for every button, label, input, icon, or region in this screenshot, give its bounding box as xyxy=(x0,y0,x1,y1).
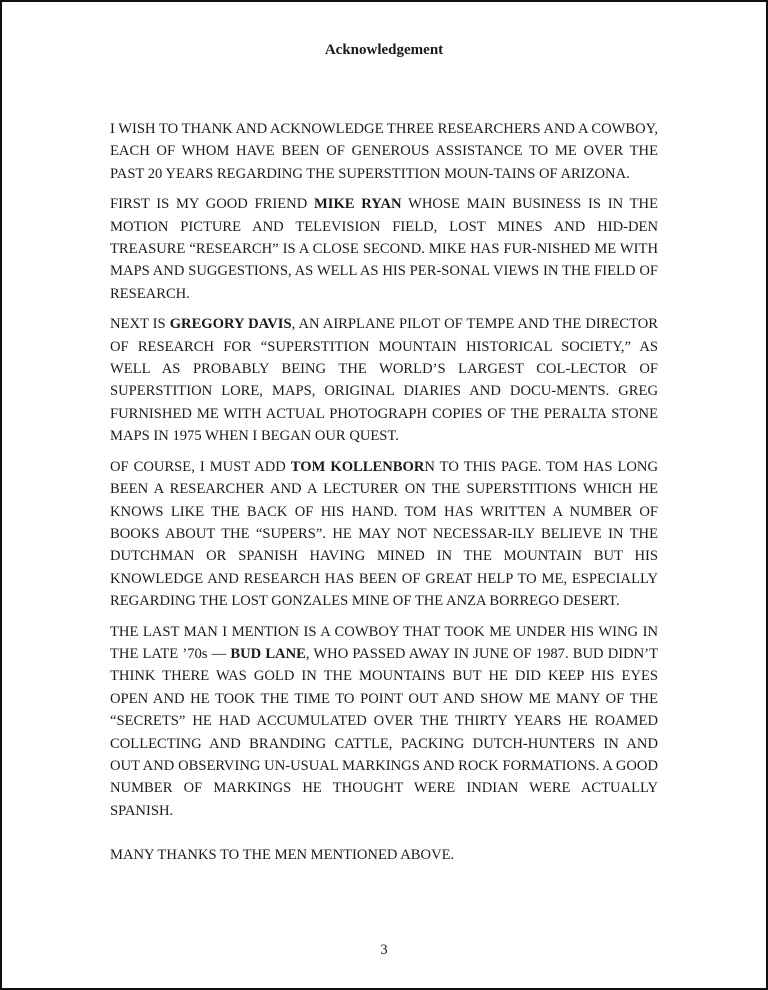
paragraph-bud-lane xyxy=(110,621,658,823)
paragraph-text: I WISH TO THANK AND ACKNOWLEDGE THREE RESEARCHERS AND A COWBOY, EACH OF WHOM HAVE BEEN OF GENEROUS ASSISTANCE TO ME OVER THE PAST 20 YEARS REGARDING THE SUPERSTITION MOUN-TAINS OF ARIZONA. xyxy=(110,121,658,182)
name-tom-kollenborn: TOM KOLLENBOR xyxy=(290,458,425,475)
paragraph-text: THE LAST MAN I MENTION IS A COWBOY THAT TOOK ME UNDER HIS WING IN THE LATE ’70s — xyxy=(110,623,658,662)
name-bud-lane: BUD LANE xyxy=(230,645,306,662)
acknowledgement-body xyxy=(110,118,658,875)
name-mike-ryan: MIKE RYAN xyxy=(314,196,402,213)
paragraph-intro xyxy=(110,118,658,185)
page-title: Acknowledgement xyxy=(324,42,444,58)
paragraph-text: WHOSE MAIN BUSINESS IS IN THE MOTION PICTURE AND TELEVISION FIELD, LOST MINES AND HID-DEN TREASURE “RESEARCH” IS A CLOSE SECOND. MIKE HAS FUR-NISHED ME WITH MAPS AND SUGGESTIONS, AS WELL AS HIS PER-SONAL VIEWS IN THE FIELD OF RESEARCH. xyxy=(110,196,658,302)
paragraph-gregory-davis xyxy=(110,313,658,447)
closing-line: MANY THANKS TO THE MEN MENTIONED ABOVE. xyxy=(110,847,455,864)
page-number: 3 xyxy=(380,942,388,958)
paragraph-text: NEXT IS xyxy=(110,316,170,333)
name-gregory-davis: GREGORY DAVIS xyxy=(169,316,292,333)
paragraph-mike-ryan xyxy=(110,193,658,305)
paragraph-text: , AN AIRPLANE PILOT OF TEMPE AND THE DIRECTOR OF RESEARCH FOR “SUPERSTITION MOUNTAIN HISTORICAL SOCIETY,” AS WELL AS PROBABLY BEING THE WORLD’S LARGEST COL-LECTOR OF SUPERSTITION LORE, MAPS, ORIGINAL DIARIES AND DOCU-MENTS. GREG FURNISHED ME WITH ACTUAL PHOTOGRAPH COPIES OF THE PERALTA STONE MAPS IN 1975 WHEN I BEGAN OUR QUEST. xyxy=(110,316,659,445)
paragraph-text: FIRST IS MY GOOD FRIEND xyxy=(110,196,314,213)
paragraph-tom-kollenborn xyxy=(110,456,658,613)
paragraph-text: OF COURSE, I MUST ADD xyxy=(110,458,291,475)
paragraph-text: , WHO PASSED AWAY IN JUNE OF 1987. BUD DIDN’T THINK THERE WAS GOLD IN THE MOUNTAINS BUT HE DID KEEP HIS EYES OPEN AND HE TOOK THE TIME TO POINT OUT AND SHOW ME MANY OF THE “SECRETS” HE HAD ACCUMULATED OVER THE THIRTY YEARS HE ROAMED COLLECTING AND BRANDING CATTLE, PACKING DUTCH-HUNTERS IN AND OUT AND OBSERVING UN-USUAL MARKINGS AND ROCK FORMATIONS. A GOOD NUMBER OF MARKINGS HE THOUGHT WERE INDIAN WERE ACTUALLY SPANISH. xyxy=(110,645,658,819)
paragraph-text: N TO THIS PAGE. TOM HAS LONG BEEN A RESEARCHER AND A LECTURER ON THE SUPERSTITIONS WHICH HE KNOWS LIKE THE BACK OF HIS HAND. TOM HAS WRITTEN A NUMBER OF BOOKS ABOUT THE “SUPERS”. HE MAY NOT NECESSAR-ILY BELIEVE IN THE DUTCHMAN OR SPANISH HAVING MINED IN THE MOUNTAIN BUT HIS KNOWLEDGE AND RESEARCH HAS BEEN OF GREAT HELP TO ME, ESPECIALLY REGARDING THE LOST GONZALES MINE OF THE ANZA BORREGO DESERT. xyxy=(110,458,658,610)
